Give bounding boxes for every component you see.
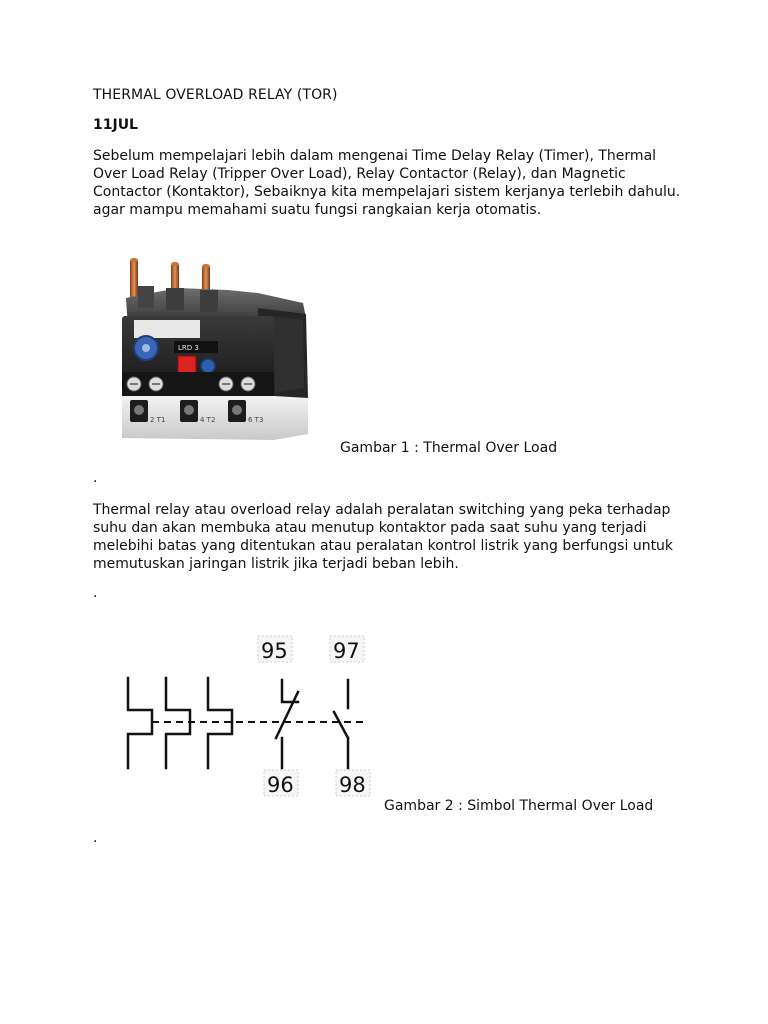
intro-paragraph: Sebelum mempelajari lebih dalam mengenai Time Delay Relay (Timer), Thermal Over Load Relay (Tripper Over Load), Relay Contactor (Relay), dan Magnetic Contactor (Kontaktor), Sebaiknya kita mempelajari sistem kerjanya terlebih dahulu. agar mampu memahami suatu fungsi rangkaian kerja otomatis. [93,148,681,218]
terminal-98-label: 98 [339,773,366,797]
thermal-overload-photo [108,238,326,460]
terminal-96-label: 96 [267,773,294,797]
terminal-label: 2 T1 [150,416,166,424]
figure1-caption: Gambar 1 : Thermal Over Load [340,440,558,456]
separator-dot: . [93,830,98,846]
thermal-element-1 [128,678,152,768]
figure2-caption: Gambar 2 : Simbol Thermal Over Load [384,798,654,814]
document-title: THERMAL OVERLOAD RELAY (TOR) [93,87,338,103]
terminal-95-label: 95 [261,639,288,663]
terminal-label: 6 T3 [248,416,264,424]
nc-contact [276,680,298,768]
separator-dot: . [93,585,98,601]
reset-button-red [178,356,196,374]
post-date: 11JUL [93,117,138,133]
separator-dot: . [93,470,98,486]
terminal-97-label: 97 [333,639,360,663]
thermal-overload-symbol [118,630,380,800]
panel-label: LRD 3 [178,344,199,352]
terminal-label: 4 T2 [200,416,216,424]
definition-paragraph: Thermal relay atau overload relay adalah peralatan switching yang peka terhadap suhu dan akan membuka atau menutup kontaktor pada saat suhu yang terjadi melebihi batas yang ditentukan atau peralatan kontrol listrik yang berfungsi untuk memutuskan jaringan listrik jika terjadi beban lebih. [93,502,674,572]
no-contact [334,680,348,768]
